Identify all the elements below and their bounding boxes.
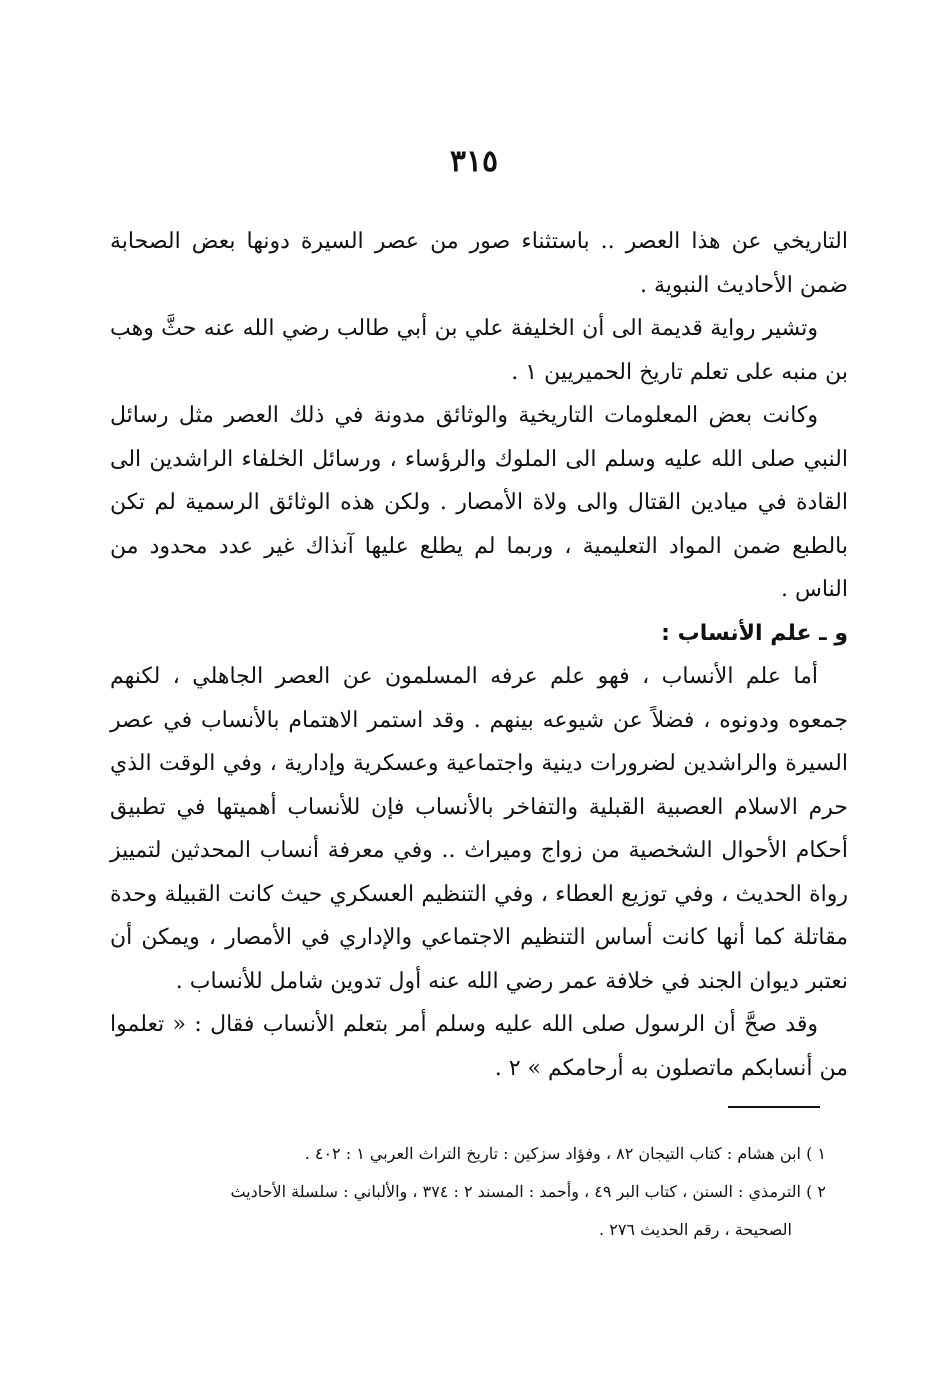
footnotes xyxy=(116,1135,826,1249)
paragraph-1: التاريخي عن هذا العصر .. باستثناء صور من عصر السيرة دونها بعض الصحابة ضمن الأحاديث النبوية . xyxy=(110,229,848,298)
paragraph-3: وكانت بعض المعلومات التاريخية والوثائق مدونة في ذلك العصر مثل رسائل النبي صلى الله عليه وسلم الى الملوك والرؤساء ، ورسائل الخلفاء الراشدين الى القادة في ميادين القتال والى ولاة الأمصار . ولكن هذه الوثائق الرسمية لم تكن بالطبع ضمن المواد التعليمية ، وربما لم يطلع عليها آنذاك غير عدد محدود من الناس . xyxy=(110,403,848,602)
footnote-1: ١ ) ابن هشام : كتاب التيجان ٨٢ ، وفؤاد سزكين : تاريخ التراث العربي ١ : ٤٠٢ . xyxy=(304,1144,826,1163)
page-number: ٣١٥ xyxy=(449,144,499,179)
footnote-2-continued: الصحيحة ، رقم الحديث ٢٧٦ . xyxy=(599,1220,792,1239)
section-paragraph-2: وقد صحَّ أن الرسول صلى الله عليه وسلم أمر بتعلم الأنساب فقال : « تعلموا من أنسابكم ماتصلون به أرحامكم » ٢ . xyxy=(110,1012,848,1081)
footnote-2: ٢ ) الترمذي : السنن ، كتاب البر ٤٩ ، وأحمد : المسند ٢ : ٣٧٤ ، والألباني : سلسلة الأحاديث xyxy=(230,1182,826,1201)
section-heading: و ـ علم الأنساب : xyxy=(661,620,848,646)
section-paragraph-1: أما علم الأنساب ، فهو علم عرفه المسلمون عن العصر الجاهلي ، لكنهم جمعوه ودونوه ، فضلاً عن شيوعه بينهم . وقد استمر الاهتمام بالأنساب في عصر السيرة والراشدين لضرورات دينية واجتماعية وعسكرية وإدارية ، وفي الوقت الذي حرم الاسلام العصبية القبلية والتفاخر بالأنساب فإن للأنساب أهميتها في تطبيق أحكام الأحوال الشخصية من زواج وميراث .. وفي معرفة أنساب المحدثين لتمييز رواة الحديث ، وفي توزيع العطاء ، وفي التنظيم العسكري حيث كانت القبيلة وحدة مقاتلة كما أنها كانت أساس التنظيم الاجتماعي والإداري في الأمصار ، ويمكن أن نعتبر ديوان الجند في خلافة عمر رضي الله عنه أول تدوين شامل للأنساب . xyxy=(110,664,848,994)
paragraph-2: وتشير رواية قديمة الى أن الخليفة علي بن أبي طالب رضي الله عنه حثَّ وهب بن منبه على تعلم تاريخ الحميريين ١ . xyxy=(110,316,848,385)
footnote-divider xyxy=(728,1106,820,1108)
main-text xyxy=(110,220,848,1090)
